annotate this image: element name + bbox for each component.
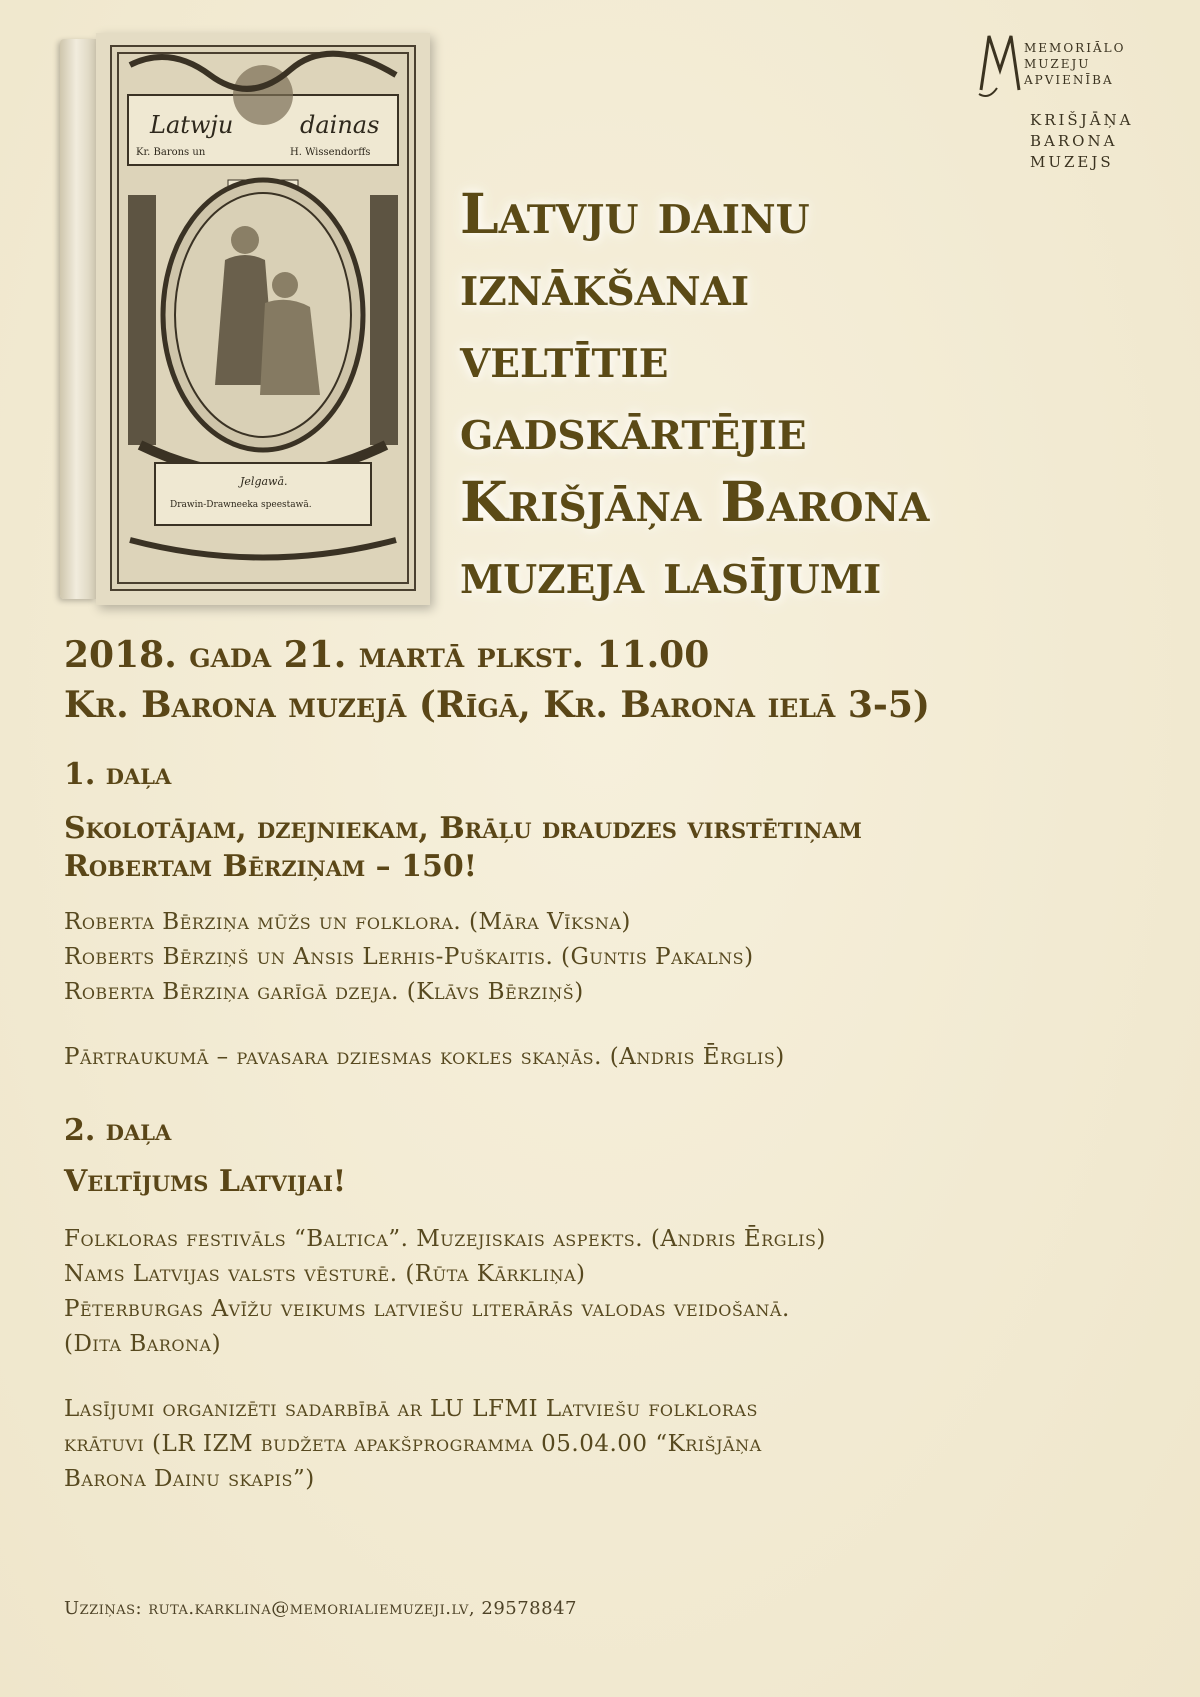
event-date-place [64, 630, 1160, 730]
title-line-5: Krišjāņa Barona [460, 469, 930, 534]
list-item: Folkloras festivāls “Baltica”. Muzejiskais aspekts. (Andris Ērglis) [64, 1226, 826, 1252]
book-cover-art [110, 45, 416, 591]
logo-museum-line-1: KRIŠJĀŅA [1030, 111, 1134, 129]
logo-museum-name [1030, 110, 1134, 173]
logo-line-2: MUZEJU [1024, 57, 1091, 71]
part2-label: 2. daļa [64, 1113, 172, 1148]
logo-association-name [1024, 40, 1125, 88]
book-place: Jelgawā. [240, 475, 288, 488]
book-front [96, 33, 430, 605]
part2-title: Veltījums Latvijai! [64, 1164, 347, 1199]
part1-title [64, 810, 1160, 886]
title-line-1: Latvju dainu [460, 181, 810, 246]
book-title-1: Latwju [150, 111, 234, 139]
book-title-2: dainas [300, 111, 380, 139]
poster-title [460, 178, 1180, 610]
part1-title-line-2: Robertam Bērziņam – 150! [64, 849, 477, 884]
book-printer: Drawin-Drawneeka speestawā. [170, 500, 312, 510]
part1-talks [64, 905, 1160, 1010]
note-line: Lasījumi organizēti sadarbībā ar LU LFMI Latviešu folkloras [64, 1396, 758, 1422]
title-line-6: muzeja lasījumi [460, 541, 882, 606]
list-item: (Dita Barona) [64, 1331, 222, 1357]
list-item: Roberta Bērziņa mūžs un folklora. (Māra Vīksna) [64, 909, 631, 935]
book-spine [60, 39, 96, 599]
list-item: Nams Latvijas valsts vēsturē. (Rūta Kārkliņa) [64, 1261, 586, 1287]
note-line: krātuvi (LR IZM budžeta apakšprogramma 05.04.00 “Krišjāņa [64, 1431, 762, 1457]
title-line-4: gadskārtējie [460, 397, 807, 462]
partnership-note [64, 1392, 1160, 1497]
book-authors-1: Kr. Barons un [136, 147, 206, 158]
logo-line-1: MEMORIĀLO [1024, 41, 1126, 55]
title-line-2: iznākšanai [460, 253, 750, 318]
logo-line-3: APVIENĪBA [1024, 73, 1114, 87]
book-cover-image [60, 33, 430, 605]
title-line-3: veltītie [460, 325, 669, 390]
logo-museum-line-3: MUZEJS [1030, 153, 1114, 171]
part2-talks [64, 1222, 1160, 1362]
museum-logo-icon [975, 30, 1025, 100]
event-date: 2018. gada 21. martā plkst. 11.00 [64, 634, 710, 676]
logo-museum-line-2: BARONA [1030, 132, 1118, 150]
part1-label: 1. daļa [64, 757, 172, 792]
list-item: Roberta Bērziņa garīgā dzeja. (Klāvs Bērziņš) [64, 979, 584, 1005]
part1-title-line-1: Skolotājam, dzejniekam, Brāļu draudzes virstētiņam [64, 811, 862, 846]
part1-break: Pārtraukumā – pavasara dziesmas kokles skaņās. (Andris Ērglis) [64, 1044, 785, 1070]
book-authors-2: H. Wissendorffs [290, 147, 371, 158]
note-line: Barona Dainu skapis”) [64, 1466, 315, 1492]
contact-info: Uzziņas: ruta.karklina@memorialiemuzeji.lv, 29578847 [64, 1598, 577, 1619]
list-item: Pēterburgas Avīžu veikums latviešu literārās valodas veidošanā. [64, 1296, 790, 1322]
event-place: Kr. Barona muzejā (Rīgā, Kr. Barona ielā 3-5) [64, 684, 930, 726]
list-item: Roberts Bērziņš un Ansis Lerhis-Puškaitis. (Guntis Pakalns) [64, 944, 754, 970]
